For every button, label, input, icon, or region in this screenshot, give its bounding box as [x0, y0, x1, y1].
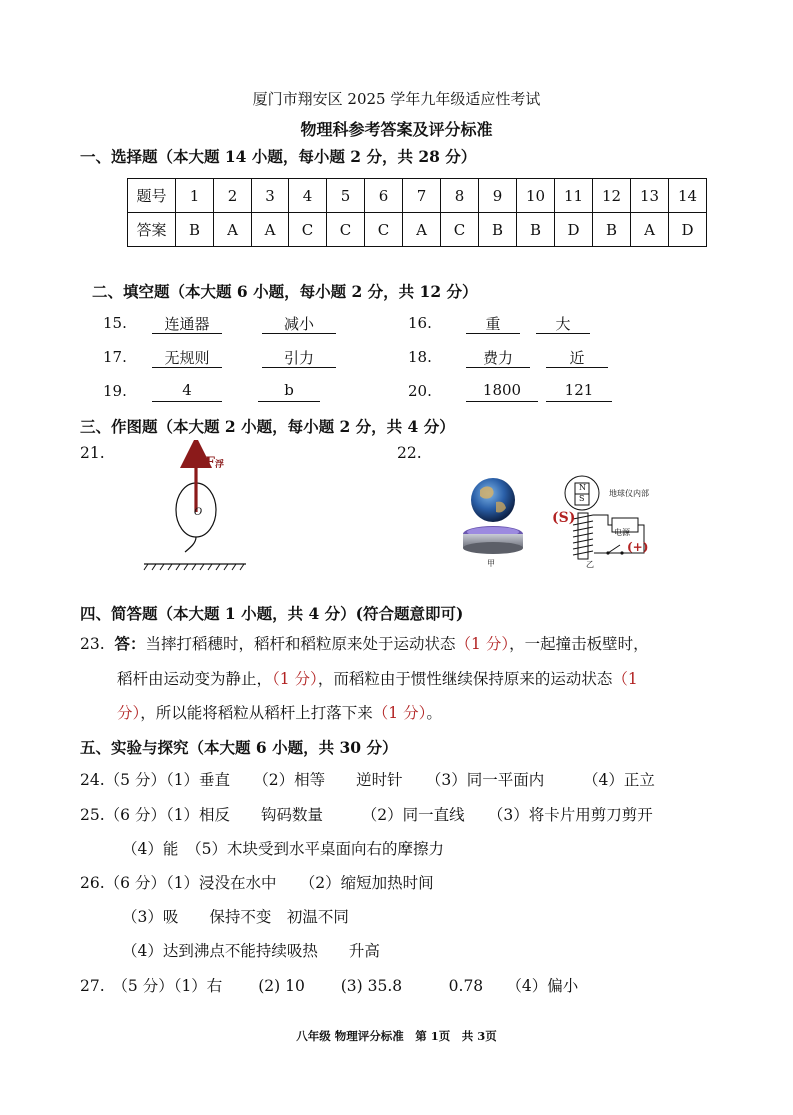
- question-26-answer-cont2: （4）达到沸点不能持续吸热 升高: [122, 942, 380, 960]
- answer-key-title: 物理科参考答案及评分标准: [300, 120, 493, 139]
- caption-jia: 甲: [487, 559, 495, 568]
- table-cell-answer: B: [176, 213, 214, 247]
- fill-item-number: 18.: [408, 348, 432, 366]
- answer-table: [127, 178, 707, 247]
- table-cell-question-number: 5: [327, 179, 365, 213]
- table-cell-answer: B: [517, 213, 555, 247]
- question-23-line-1: 23. 答：当摔打稻穗时，稻杆和稻粒原来处于运动状态（1 分），一起撞击板壁时，: [80, 634, 649, 653]
- table-cell-answer: B: [593, 213, 631, 247]
- table-cell-answer: C: [289, 213, 327, 247]
- force-label: F浮: [205, 455, 224, 471]
- question-23-line-3: 分），所以能将稻粒从稻杆上打落下来（1 分）。: [117, 704, 442, 722]
- power-source-label: 电源: [614, 528, 630, 537]
- table-cell-question-number: 13: [631, 179, 669, 213]
- table-row-answers: [128, 213, 707, 247]
- question-27-answer: 27. （5 分）（1）右 (2) 10 (3) 35.8 0.78 （4）偏小: [80, 977, 579, 995]
- pole-answer: (S): [552, 510, 576, 526]
- center-label: O: [194, 507, 203, 518]
- question-24-answer: 24.（5 分）（1）垂直 （2）相等 逆时针 （3）同一平面内 （4）正立: [80, 771, 655, 789]
- fill-blank: 大: [536, 313, 590, 334]
- row-label-answer: 答案: [128, 213, 176, 247]
- fill-blank: 121: [546, 381, 612, 402]
- positive-terminal-label: (+): [627, 540, 649, 554]
- table-cell-answer: A: [214, 213, 252, 247]
- fill-item-number: 16.: [408, 314, 432, 332]
- table-cell-question-number: 14: [669, 179, 707, 213]
- magnet-n-label: N: [579, 483, 586, 492]
- table-cell-question-number: 10: [517, 179, 555, 213]
- table-cell-question-number: 2: [214, 179, 252, 213]
- table-cell-answer: C: [441, 213, 479, 247]
- fill-item-number: 20.: [408, 382, 432, 400]
- caption-yi: 乙: [586, 560, 594, 569]
- table-cell-answer: C: [327, 213, 365, 247]
- question-25-answer: 25.（6 分）（1）相反 钩码数量 （2）同一直线 （3）将卡片用剪刀剪开: [80, 806, 653, 824]
- section4-heading: 四、简答题（本大题 1 小题，共 4 分）(符合题意即可): [80, 604, 464, 623]
- question-26-answer-cont: （3）吸 保持不变 初温不同: [122, 908, 349, 926]
- table-cell-question-number: 3: [252, 179, 289, 213]
- fill-blank: b: [258, 381, 320, 402]
- section3-heading: 三、作图题（本大题 2 小题，每小题 2 分，共 4 分）: [80, 417, 455, 436]
- row-label-question: 题号: [128, 179, 176, 213]
- section2-heading: 二、填空题（本大题 6 小题，每小题 2 分，共 12 分）: [92, 282, 478, 301]
- fill-item-number: 19.: [103, 382, 127, 400]
- table-cell-answer: D: [669, 213, 707, 247]
- question-23-line-2: 稻杆由运动变为静止，（1 分），而稻粒由于惯性继续保持原来的运动状态（1: [117, 670, 638, 688]
- fill-blank: 引力: [262, 347, 336, 368]
- fill-blank: 1800: [466, 381, 538, 402]
- question-25-answer-cont: （4）能 （5）木块受到水平桌面向右的摩擦力: [122, 840, 444, 858]
- table-cell-question-number: 11: [555, 179, 593, 213]
- table-cell-question-number: 1: [176, 179, 214, 213]
- table-cell-answer: A: [252, 213, 289, 247]
- table-row-numbers: [128, 179, 707, 213]
- globe-inner-label: 地球仪内部: [609, 489, 649, 498]
- table-cell-question-number: 4: [289, 179, 327, 213]
- fill-blank: 近: [546, 347, 608, 368]
- table-cell-question-number: 9: [479, 179, 517, 213]
- question-26-answer: 26.（6 分）（1）浸没在水中 （2）缩短加热时间: [80, 874, 434, 892]
- table-cell-answer: B: [479, 213, 517, 247]
- table-cell-answer: A: [631, 213, 669, 247]
- fill-item-number: 15.: [103, 314, 127, 332]
- fill-blank: 4: [152, 381, 222, 402]
- levitating-globe-image: [458, 472, 528, 564]
- magnet-s-label: S: [579, 494, 585, 503]
- table-cell-answer: C: [365, 213, 403, 247]
- fill-blank: 无规则: [152, 347, 222, 368]
- table-cell-question-number: 6: [365, 179, 403, 213]
- question-21-number: 21.: [80, 444, 105, 462]
- fill-blank: 连通器: [152, 313, 222, 334]
- question-22-number: 22.: [397, 444, 422, 462]
- table-cell-question-number: 8: [441, 179, 479, 213]
- table-cell-question-number: 7: [403, 179, 441, 213]
- fill-blank: 减小: [262, 313, 336, 334]
- fill-blank: 费力: [466, 347, 530, 368]
- exam-title: 厦门市翔安区 2025 学年九年级适应性考试: [252, 90, 541, 108]
- page-footer: 八年级 物理评分标准 第 1页 共 3页: [296, 1029, 497, 1043]
- fill-item-number: 17.: [103, 348, 127, 366]
- section1-heading: 一、选择题（本大题 14 小题，每小题 2 分，共 28 分）: [80, 147, 477, 166]
- table-cell-answer: A: [403, 213, 441, 247]
- section5-heading: 五、实验与探究（本大题 6 小题，共 30 分）: [80, 738, 398, 757]
- table-cell-answer: D: [555, 213, 593, 247]
- table-cell-question-number: 12: [593, 179, 631, 213]
- fill-blank: 重: [466, 313, 520, 334]
